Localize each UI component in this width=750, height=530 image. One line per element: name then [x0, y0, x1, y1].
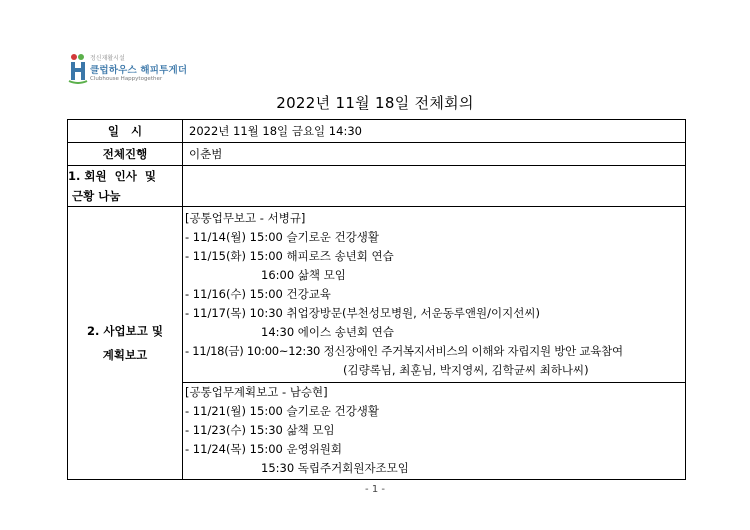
- table-row-host: [68, 143, 686, 166]
- table-row-date: [68, 120, 686, 143]
- report-heading: [공통업무보고 - 서병규]: [185, 211, 306, 225]
- clubhouse-logo: [68, 52, 208, 86]
- clubhouse-logo-icon: [68, 52, 88, 84]
- report-line: 14:30 에이스 송년회 연습: [261, 325, 394, 339]
- report-line: (김량록님, 최훈님, 박지영씨, 김학균씨 최하나씨): [343, 363, 589, 377]
- report-line: - 11/17(목) 10:30 취업장방문(부천성모병원, 서운동루앤원/이지선씨): [185, 306, 540, 320]
- report-label: [68, 207, 183, 480]
- plan-line: - 11/21(월) 15:00 슬기로운 건강생활: [185, 404, 380, 418]
- page-number: - 1 -: [365, 484, 385, 495]
- plan-line: - 11/23(수) 15:30 삶책 모임: [185, 423, 335, 437]
- report-line: - 11/18(금) 10:00~12:30 정신장애인 주거복지서비스의 이해와 자립지원 방안 교육참여: [185, 344, 623, 358]
- report-content: [183, 207, 686, 480]
- greeting-label-line-2: 근황 나눔: [72, 189, 121, 203]
- document-title: 2022년 11월 18일 전체회의: [276, 94, 474, 112]
- meeting-table: [67, 119, 686, 480]
- date-value: 2022년 11월 18일 금요일 14:30: [183, 120, 686, 143]
- report-line: 16:00 삶책 모임: [261, 268, 346, 282]
- greeting-label-line-1: 1. 회원 인사 및: [68, 169, 156, 183]
- logo-name-text: 클럽하우스 해피투게더: [90, 65, 188, 76]
- greeting-value: [183, 166, 686, 207]
- host-label: 전체진행: [68, 143, 183, 166]
- report-line: - 11/14(월) 15:00 슬기로운 건강생활: [185, 230, 380, 244]
- table-row-report: [68, 207, 686, 480]
- host-value: 이춘범: [183, 143, 686, 166]
- plan-line: - 11/24(목) 15:00 운영위원회: [185, 442, 343, 456]
- greeting-label: [68, 166, 183, 207]
- logo-english-text: Clubhouse Happytogether: [90, 76, 163, 82]
- report-line: - 11/15(화) 15:00 해피로즈 송년회 연습: [185, 249, 394, 263]
- report-line: - 11/16(수) 15:00 건강교육: [185, 287, 331, 301]
- date-label: 일 시: [68, 120, 183, 143]
- table-row-greeting: [68, 166, 686, 207]
- logo-org-text: 정신재활시설: [90, 55, 125, 62]
- plan-line: 15:30 독립주거회원자조모임: [261, 461, 409, 475]
- report-label-line-1: 2. 사업보고 및: [87, 324, 163, 338]
- report-label-line-2: 계획보고: [102, 348, 148, 362]
- plan-heading: [공통업무계획보고 - 남승현]: [185, 385, 328, 399]
